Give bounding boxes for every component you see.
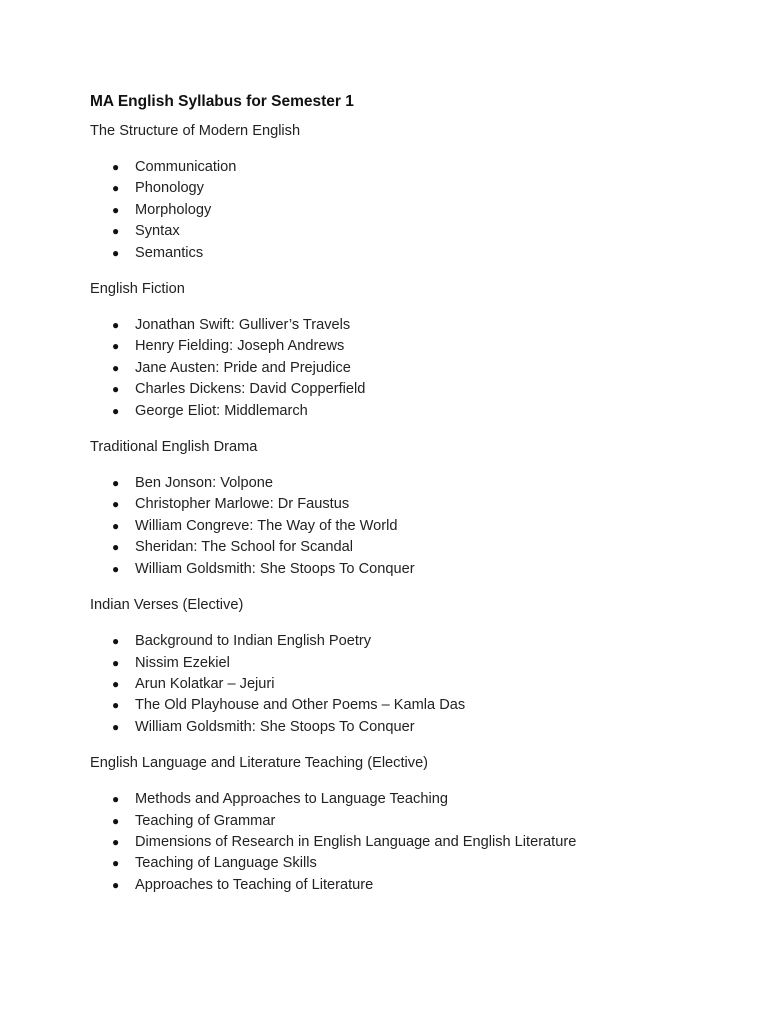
- section-heading: Indian Verses (Elective): [90, 597, 244, 614]
- list-item: [90, 717, 730, 738]
- bullet-icon: ●: [112, 360, 120, 375]
- bullet-icon: ●: [112, 339, 120, 354]
- bullet-icon: ●: [112, 224, 120, 239]
- list-item: [90, 674, 730, 695]
- list-item: [90, 221, 730, 242]
- list-item-text: Jonathan Swift: Gulliver’s Travels: [135, 317, 351, 334]
- bullet-icon: ●: [112, 792, 120, 807]
- bullet-icon: ●: [112, 719, 120, 734]
- list-item: [90, 243, 730, 264]
- list-item-text: Jane Austen: Pride and Prejudice: [135, 359, 351, 376]
- bullet-icon: ●: [112, 834, 120, 849]
- bullet-icon: ●: [112, 497, 120, 512]
- bullet-list: [90, 157, 730, 264]
- list-item: [90, 473, 730, 494]
- list-item-text: Methods and Approaches to Language Teaching: [135, 791, 448, 808]
- section-indian-verses: [90, 595, 730, 738]
- bullet-icon: ●: [112, 476, 120, 491]
- list-item: [90, 494, 730, 515]
- list-item: [90, 401, 730, 422]
- bullet-icon: ●: [112, 634, 120, 649]
- list-item: [90, 157, 730, 178]
- list-item: [90, 789, 730, 810]
- list-item-text: Christopher Marlowe: Dr Faustus: [135, 496, 350, 513]
- list-item: [90, 537, 730, 558]
- list-item: [90, 832, 730, 853]
- list-item-text: Phonology: [135, 180, 204, 197]
- section-english-fiction: [90, 279, 730, 422]
- list-item: [90, 653, 730, 674]
- document-page: [90, 92, 730, 911]
- bullet-icon: ●: [112, 877, 120, 892]
- list-item-text: Ben Jonson: Volpone: [135, 475, 273, 492]
- section-heading: English Fiction: [90, 281, 185, 298]
- list-item-text: William Goldsmith: She Stoops To Conquer: [135, 560, 415, 577]
- list-item: [90, 315, 730, 336]
- bullet-icon: ●: [112, 403, 120, 418]
- list-item: [90, 178, 730, 199]
- section-heading: English Language and Literature Teaching (Elective): [90, 755, 429, 772]
- list-item-text: Henry Fielding: Joseph Andrews: [135, 338, 345, 355]
- list-item: [90, 379, 730, 400]
- list-item-text: Approaches to Teaching of Literature: [135, 876, 374, 893]
- list-item-text: Dimensions of Research in English Language and English Literature: [135, 833, 577, 850]
- list-item-text: Morphology: [135, 201, 212, 218]
- bullet-icon: ●: [112, 655, 120, 670]
- list-item-text: Nissim Ezekiel: [135, 654, 230, 671]
- bullet-icon: ●: [112, 813, 120, 828]
- bullet-list: [90, 789, 730, 896]
- list-item-text: Syntax: [135, 223, 180, 240]
- bullet-icon: ●: [112, 382, 120, 397]
- list-item: [90, 811, 730, 832]
- list-item: [90, 358, 730, 379]
- list-item: [90, 516, 730, 537]
- bullet-list: [90, 631, 730, 738]
- list-item: [90, 559, 730, 580]
- list-item-text: Communication: [135, 159, 237, 175]
- bullet-icon: ●: [112, 202, 120, 217]
- list-item: [90, 336, 730, 357]
- list-item-text: Sheridan: The School for Scandal: [135, 539, 353, 556]
- document-title: MA English Syllabus for Semester 1: [90, 93, 354, 110]
- section-heading: The Structure of Modern English: [90, 123, 301, 139]
- list-item-text: Teaching of Grammar: [135, 812, 276, 829]
- list-item-text: Arun Kolatkar – Jejuri: [135, 675, 275, 692]
- list-item: [90, 853, 730, 874]
- bullet-icon: ●: [112, 518, 120, 533]
- section-english-language-literature-teaching: [90, 753, 730, 896]
- list-item-text: George Eliot: Middlemarch: [135, 402, 308, 419]
- list-item: [90, 631, 730, 652]
- bullet-list: [90, 473, 730, 580]
- bullet-icon: ●: [112, 540, 120, 555]
- bullet-icon: ●: [112, 181, 120, 196]
- bullet-list: [90, 315, 730, 422]
- list-item-text: Background to Indian English Poetry: [135, 633, 372, 650]
- list-item-text: The Old Playhouse and Other Poems – Kamla Das: [135, 697, 466, 714]
- list-item-text: William Goldsmith: She Stoops To Conquer: [135, 718, 415, 735]
- bullet-icon: ●: [112, 160, 120, 174]
- bullet-icon: ●: [112, 245, 120, 260]
- bullet-icon: ●: [112, 698, 120, 713]
- section-heading: Traditional English Drama: [90, 439, 258, 456]
- section-traditional-english-drama: [90, 437, 730, 580]
- bullet-icon: ●: [112, 561, 120, 576]
- section-structure-of-modern-english: [90, 121, 730, 264]
- list-item-text: Semantics: [135, 244, 204, 261]
- list-item: [90, 200, 730, 221]
- list-item: [90, 695, 730, 716]
- list-item-text: Charles Dickens: David Copperfield: [135, 381, 366, 398]
- list-item-text: Teaching of Language Skills: [135, 855, 317, 872]
- bullet-icon: ●: [112, 676, 120, 691]
- bullet-icon: ●: [112, 318, 120, 333]
- list-item-text: William Congreve: The Way of the World: [135, 517, 398, 534]
- list-item: [90, 875, 730, 896]
- bullet-icon: ●: [112, 856, 120, 871]
